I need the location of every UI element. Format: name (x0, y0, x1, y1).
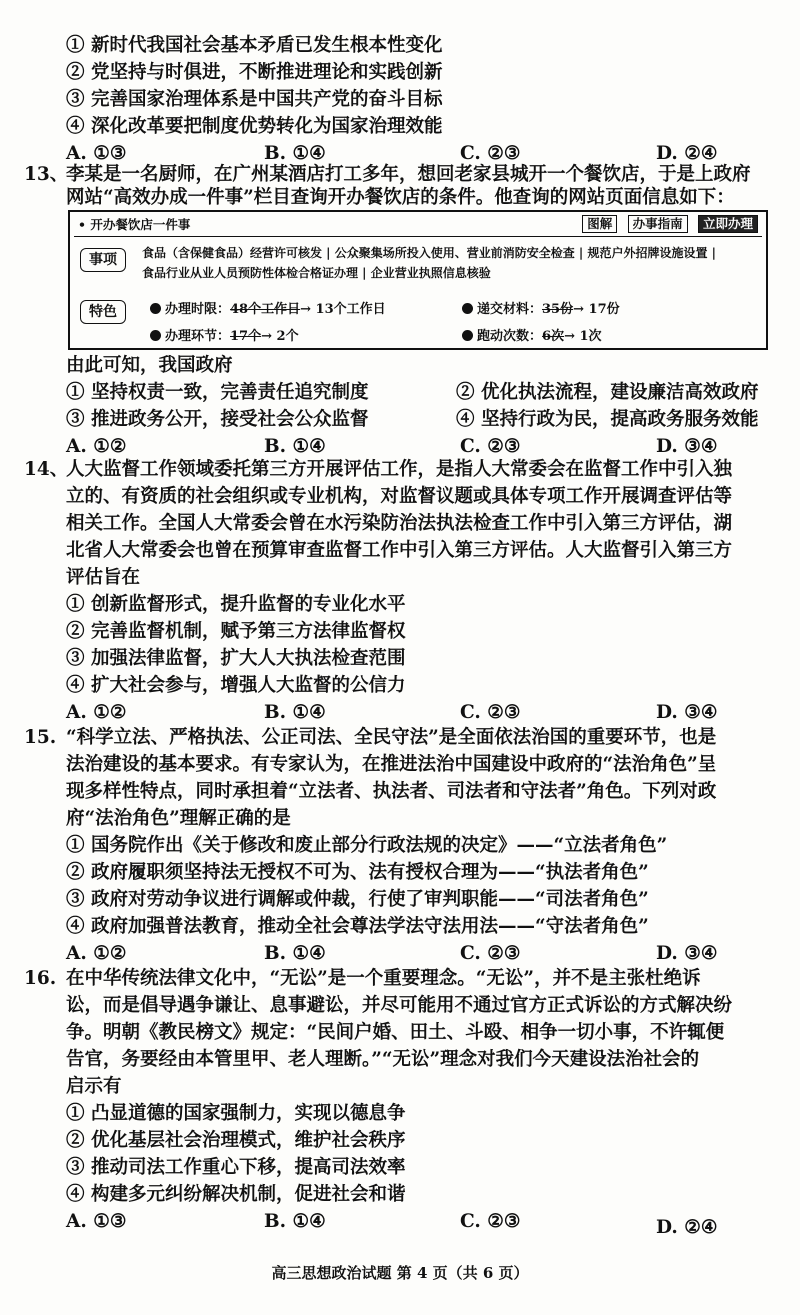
q15-item-1: ① 国务院作出《关于修改和废止部分行政法规的决定》——“立法者角色” (66, 835, 668, 856)
q16-stem-5: 启示有 (66, 1076, 122, 1097)
q13-stem-1: 李某是一名厨师，在广州某酒店打工多年，想回老家县城开一个餐饮店，于是上政府 (66, 164, 751, 185)
q12-item-1: ① 新时代我国社会基本矛盾已发生根本性变化 (66, 35, 443, 56)
q14-option-b: B. ①④ (264, 702, 326, 723)
q14-options (66, 699, 766, 727)
q13-option-c: C. ②③ (460, 436, 521, 457)
features-tag: 特色 (80, 300, 126, 324)
q13-option-d: D. ③④ (656, 436, 718, 457)
q15-item-4: ④ 政府加强普法教育，推动全社会尊法学法守法用法——“守法者角色” (66, 916, 649, 937)
q16-stem-1: 在中华传统法律文化中，“无讼”是一个重要理念。“无讼”，并不是主张杜绝诉 (66, 968, 701, 989)
running-icon (462, 330, 473, 341)
q14-item-4: ④ 扩大社会参与，增强人大监督的公信力 (66, 675, 406, 696)
q15-item-2: ② 政府履职须坚持法无授权不可为、法有授权合理为——“执法者角色” (66, 862, 649, 883)
q13-item-4: ④ 坚持行政为民，提高政务服务效能 (456, 409, 759, 430)
q15-option-d: D. ③④ (656, 943, 718, 964)
q14-number: 14、 (24, 459, 69, 480)
q15-stem-4: 府“法治角色”理解正确的是 (66, 808, 291, 829)
q16-item-3: ③ 推动司法工作重心下移，提高司法效率 (66, 1157, 406, 1178)
q14-option-c: C. ②③ (460, 702, 521, 723)
q16-option-d: D. ②④ (656, 1217, 718, 1238)
page-footer: 高三思想政治试题 第 4 页（共 6 页） (271, 1264, 529, 1282)
matters-line-2: 食品行业从业人员预防性体检合格证办理 | 企业营业执照信息核验 (142, 266, 491, 280)
q13-item-2: ② 优化执法流程，建设廉洁高效政府 (456, 382, 759, 403)
q15-item-3: ③ 政府对劳动争议进行调解或仲裁，行使了审判职能——“司法者角色” (66, 889, 649, 910)
q13-option-a: A. ①② (66, 436, 127, 457)
feature-steps: 办理环节：17个→ 2个 (150, 325, 299, 344)
q14-option-d: D. ③④ (656, 702, 718, 723)
website-screenshot (68, 210, 768, 350)
q16-item-1: ① 凸显道德的国家强制力，实现以德息争 (66, 1103, 406, 1124)
q16-number: 16. (24, 968, 57, 989)
q12-option-d: D. ②④ (656, 143, 718, 164)
q16-option-a: A. ①③ (66, 1211, 127, 1232)
q13-stem-2: 网站“高效办成一件事”栏目查询开办餐饮店的条件。他查询的网站页面信息如下： (66, 187, 735, 208)
q12-item-2: ② 党坚持与时俱进，不断推进理论和实践创新 (66, 62, 443, 83)
q14-stem-2: 立的、有资质的社会组织或专业机构，对监督议题或具体专项工作开展调查评估等 (66, 486, 733, 507)
document-icon (462, 303, 473, 314)
q12-option-c: C. ②③ (460, 143, 521, 164)
q15-option-b: B. ①④ (264, 943, 326, 964)
website-title: • 开办餐饮店一件事 (78, 217, 191, 232)
diagram-button: 图解 (582, 215, 617, 233)
q16-option-c: C. ②③ (460, 1211, 521, 1232)
q15-number: 15. (24, 727, 57, 748)
q12-option-b: B. ①④ (264, 143, 326, 164)
feature-trips: 跑动次数：6次→ 1次 (462, 325, 602, 344)
q15-option-a: A. ①② (66, 943, 127, 964)
q13-lead: 由此可知，我国政府 (66, 355, 233, 376)
q14-stem-5: 评估旨在 (66, 567, 141, 588)
q15-options (66, 940, 766, 968)
website-divider (74, 236, 762, 237)
q16-item-4: ④ 构建多元纠纷解决机制，促进社会和谐 (66, 1184, 406, 1205)
q14-option-a: A. ①② (66, 702, 127, 723)
q13-number: 13、 (24, 164, 69, 185)
apply-now-button: 立即办理 (698, 215, 758, 233)
q14-stem-3: 相关工作。全国人大常委会曾在水污染防治法执法检查工作中引入第三方评估，湖 (66, 513, 733, 534)
q16-stem-3: 争。明朝《教民榜文》规定：“民间户婚、田土、斗殴、相争一切小事，不许辄便 (66, 1022, 725, 1043)
q12-item-4: ④ 深化改革要把制度优势转化为国家治理效能 (66, 116, 443, 137)
q13-item-3: ③ 推进政务公开，接受社会公众监督 (66, 409, 369, 430)
matters-line-1: 食品（含保健食品）经营许可核发 | 公众聚集场所投入使用、营业前消防安全检查 | 规范户外招牌设施设置 | (142, 246, 716, 260)
guide-button: 办事指南 (628, 215, 688, 233)
steps-icon (150, 330, 161, 341)
q12-option-a: A. ①③ (66, 143, 127, 164)
q12-item-3: ③ 完善国家治理体系是中国共产党的奋斗目标 (66, 89, 443, 110)
feature-time: 办理时限：48个工作日→ 13个工作日 (150, 298, 386, 317)
q15-stem-3: 现多样性特点，同时承担着“立法者、执法者、司法者和守法者”角色。下列对政 (66, 781, 717, 802)
q14-item-2: ② 完善监督机制，赋予第三方法律监督权 (66, 621, 406, 642)
q13-option-b: B. ①④ (264, 436, 326, 457)
q14-stem-4: 北省人大常委会也曾在预算审查监督工作中引入第三方评估。人大监督引入第三方 (66, 540, 733, 561)
q14-item-3: ③ 加强法律监督，扩大人大执法检查范围 (66, 648, 406, 669)
q15-stem-2: 法治建设的基本要求。有专家认为，在推进法治中国建设中政府的“法治角色”呈 (66, 754, 717, 775)
q15-option-c: C. ②③ (460, 943, 521, 964)
q14-item-1: ① 创新监督形式，提升监督的专业化水平 (66, 594, 406, 615)
q16-item-2: ② 优化基层社会治理模式，维护社会秩序 (66, 1130, 406, 1151)
q16-option-b: B. ①④ (264, 1211, 326, 1232)
q13-item-1: ① 坚持权责一致，完善责任追究制度 (66, 382, 369, 403)
matters-tag: 事项 (80, 248, 126, 272)
clock-icon (150, 303, 161, 314)
feature-materials: 递交材料：35份→ 17份 (462, 298, 620, 317)
q15-stem-1: “科学立法、严格执法、公正司法、全民守法”是全面依法治国的重要环节，也是 (66, 727, 717, 748)
q16-stem-2: 讼，而是倡导遇争谦让、息事避讼，并尽可能用不通过官方正式诉讼的方式解决纷 (66, 995, 733, 1016)
website-buttons (576, 215, 758, 233)
q16-options (66, 1208, 766, 1236)
q14-stem-1: 人大监督工作领域委托第三方开展评估工作，是指人大常委会在监督工作中引入独 (66, 459, 733, 480)
q16-stem-4: 告官，务要经由本管里甲、老人理断。”“无讼”理念对我们今天建设法治社会的 (66, 1049, 700, 1070)
